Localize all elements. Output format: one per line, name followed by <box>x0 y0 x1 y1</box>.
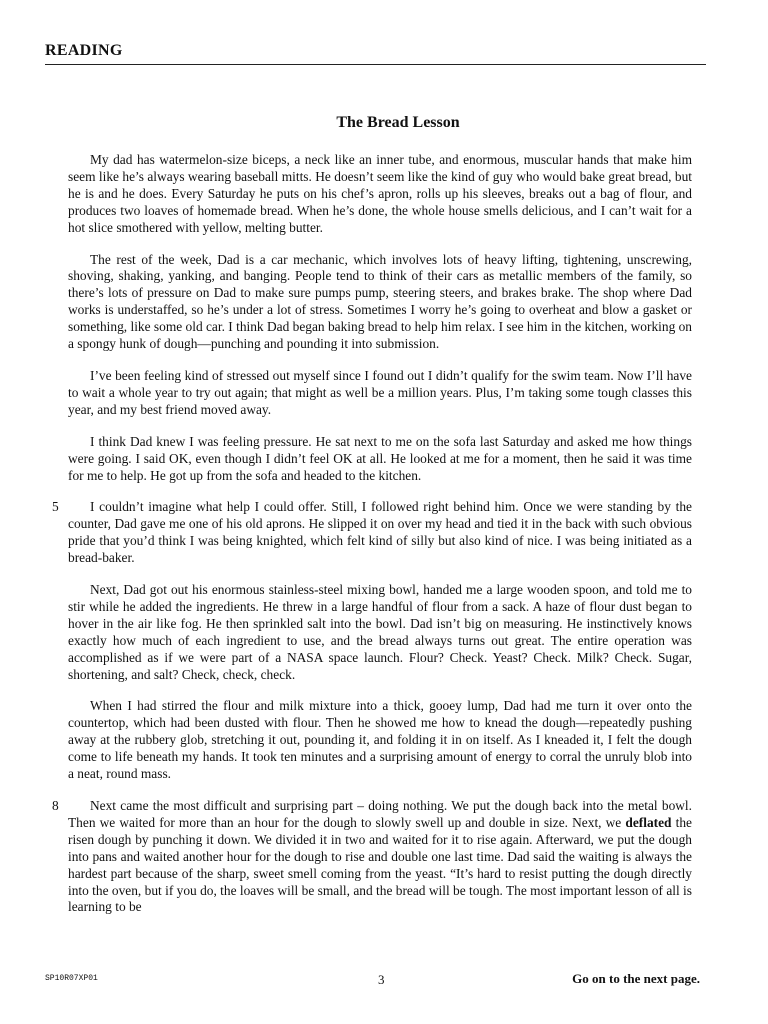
paragraph-6 <box>68 582 692 683</box>
paragraph-text: My dad has watermelon-size biceps, a neck like an inner tube, and enormous, muscular hands that make him seem like he’s always wearing baseball mitts. He doesn’t seem like the kind of guy who would bake great bread, but he is and he does. Every Saturday he puts on his chef’s apron, rolls up his sleeves, breaks out a bag of flour, and produces two loaves of homemade bread. When he’s done, the whole house smells delicious, and I can’t wait for a hot slice smothered with yellow, melting butter. <box>68 152 692 235</box>
paragraph-text-end: the risen dough by punching it down. We divided it in two and waited for it to rise again. Afterward, we put the dough into pans and waited another hour for the dough to rise and double one last time. Dad said the waiting is always the hardest part because of the sharp, sweet smell coming from the yeast. “It’s hard to resist putting the dough directly into the oven, but if you do, the loaves will be small, and the bread will be tough. The most important lesson of all is learning to be <box>68 814 692 915</box>
section-header: READING <box>45 42 123 59</box>
paragraph-text: I’ve been feeling kind of stressed out myself since I found out I didn’t qualify for the swim team. Now I’ll have to wait a whole year to try out again; that might as well be a million years. Plus, I’m taking some tough classes this year, and my best friend moved away. <box>68 367 692 417</box>
paragraph-3 <box>68 368 692 419</box>
paragraph-number: 5 <box>52 499 59 515</box>
form-code: SP10R07XP01 <box>45 974 98 983</box>
paragraph-text: The rest of the week, Dad is a car mechanic, which involves lots of heavy lifting, tightening, unscrewing, shoving, shaking, yanking, and banging. People tend to think of their cars as metallic members of the family, so there’s lots of pressure on Dad to make sure pumps pump, steering steers, and brakes brake. The shop where Dad works is understaffed, so he’s under a lot of stress. Sometimes I worry he’s going to overheat and blow a gasket or something, like some old car. I think Dad began baking bread to help him relax. I see him in the kitchen, working on a spongy hunk of dough—punching and pounding it into submission. <box>68 251 693 352</box>
paragraph-2 <box>68 252 692 353</box>
page-number: 3 <box>378 972 385 987</box>
paragraph-text: When I had stirred the flour and milk mixture into a thick, gooey lump, Dad had me turn it over onto the countertop, which had been dusted with flour. Then he showed me how to knead the dough—repeatedly pushing away at the rubbery glob, stretching it out, pounding it, and folding it in on itself. As I kneaded it, I felt the dough come to life beneath my hands. It took ten minutes and a surprising amount of energy to corral the unruly blob into a neat, round mass. <box>68 698 692 782</box>
paragraph-text: I think Dad knew I was feeling pressure. He sat next to me on the sofa last Saturday and asked me how things were going. I said OK, even though I didn’t feel OK at all. He looked at me for a moment, then he said it was time for me to help. He got up from the sofa and headed to the kitchen. <box>68 433 692 483</box>
paragraph-4 <box>68 434 692 485</box>
next-page-note: Go on to the next page. <box>572 971 700 986</box>
paragraph-5 <box>52 499 692 567</box>
vocabulary-word: deflated <box>625 814 672 830</box>
paragraph-text: Next, Dad got out his enormous stainless-steel mixing bowl, handed me a large wooden spoon, and told me to stir while he added the ingredients. He threw in a large handful of flour from a sack. A haze of flour dust began to hover in the air like fog. He then sprinkled salt into the bowl. Dad isn’t big on measuring. He instinctively knows exactly how much of each ingredient to use, and the bread always turns out great. The entire operation was accomplished as if we were part of a NASA space launch. Flour? Check. Yeast? Check. Milk? Check. Sugar, shortening, and salt? Check, check, check. <box>68 582 692 682</box>
header-divider <box>45 64 706 65</box>
story-body <box>52 152 693 931</box>
paragraph-text: I couldn’t imagine what help I could offer. Still, I followed right behind him. Once we were standing by the counter, Dad gave me one of his old aprons. He slipped it on over my head and tied it in the back with such obvious pride that you’d think I was being knighted, which felt kind of silly but also kind of nice. I was being initiated as a bread-baker. <box>68 499 692 566</box>
paragraph-8 <box>52 798 692 916</box>
paragraph-1 <box>68 152 692 237</box>
story-title: The Bread Lesson <box>336 114 460 131</box>
paragraph-7 <box>68 698 692 783</box>
paragraph-text-start: Next came the most difficult and surprising part – doing nothing. We put the dough back into the metal bowl. Then we waited for more than an hour for the dough to slowly swell up and double in size. Next, we <box>68 798 692 830</box>
paragraph-number: 8 <box>52 798 59 813</box>
